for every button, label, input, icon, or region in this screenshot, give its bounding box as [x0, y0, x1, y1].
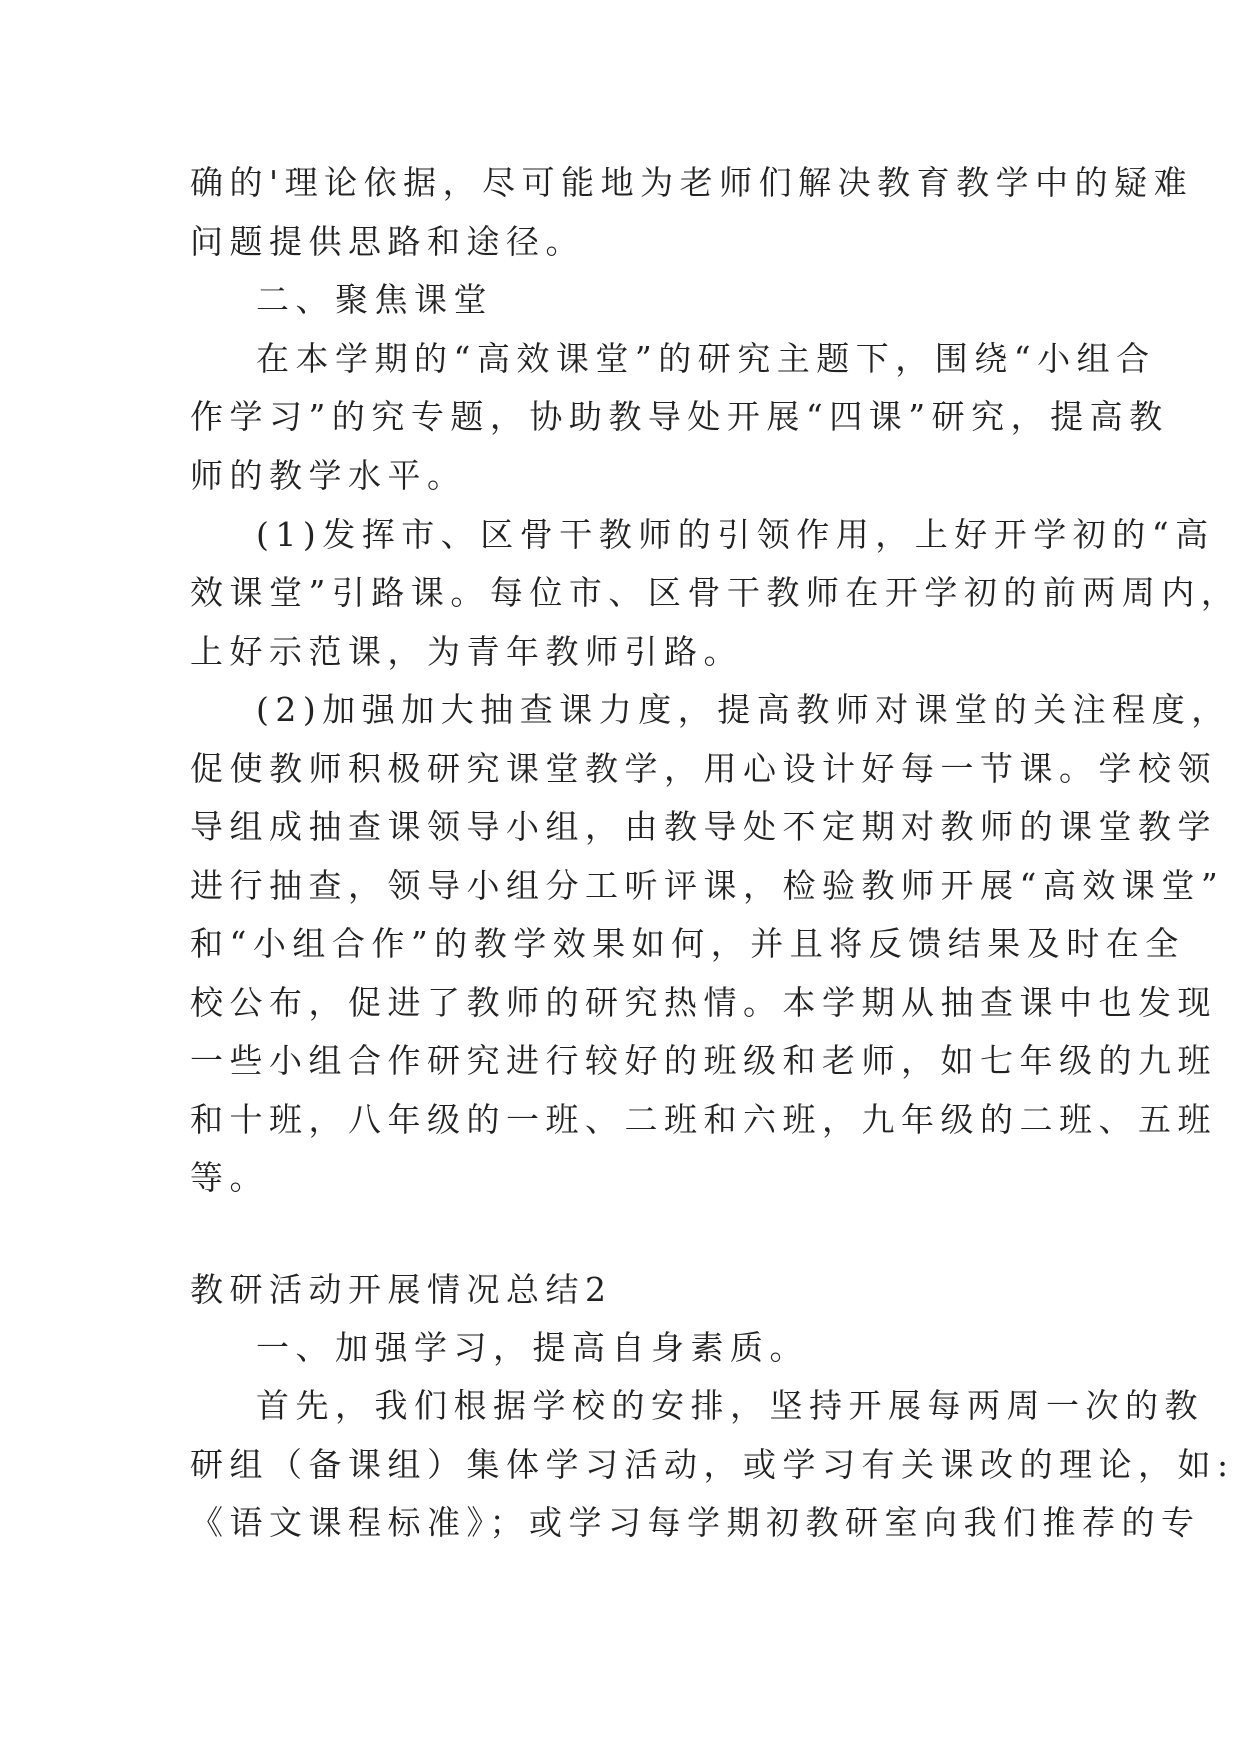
article-title: 教研活动开展情况总结2 [190, 1270, 613, 1309]
section-heading: 一、加强学习，提高自身素质。 [256, 1328, 809, 1367]
text-line: 促使教师积极研究课堂教学，用心设计好每一节课。学校领 [190, 749, 1217, 788]
text-line: 《语文课程标准》；或学习每学期初教研室向我们推荐的专 [190, 1503, 1201, 1542]
text-line: 上好示范课，为青年教师引路。 [190, 632, 743, 671]
section-heading: 二、聚焦课堂 [256, 280, 493, 319]
text-line: 研组（备课组）集体学习活动，或学习有关课改的理论，如: [190, 1445, 1235, 1484]
text-line: 和“小组合作”的教学效果如何，并且将反馈结果及时在全 [190, 924, 1185, 963]
text-line: 首先，我们根据学校的安排，坚持开展每两周一次的教 [256, 1386, 1204, 1425]
text-line: (2)加强加大抽查课力度，提高教师对课堂的关注程度， [256, 690, 1231, 729]
text-line: 校公布，促进了教师的研究热情。本学期从抽查课中也发现 [190, 983, 1217, 1022]
text-line: (1)发挥市、区骨干教师的引领作用，上好开学初的“高 [256, 515, 1215, 554]
text-line: 在本学期的“高效课堂”的研究主题下，围绕“小组合 [256, 339, 1156, 378]
text-line: 导组成抽查课领导小组，由教导处不定期对教师的课堂教学 [190, 807, 1217, 846]
text-line: 效课堂”引路课。每位市、区骨干教师在开学初的前两周内， [190, 573, 1241, 612]
text-line: 一些小组合作研究进行较好的班级和老师，如七年级的九班 [190, 1041, 1217, 1080]
text-line: 问题提供思路和途径。 [190, 222, 585, 261]
text-line: 师的教学水平。 [190, 456, 467, 495]
text-line: 等。 [190, 1158, 269, 1197]
text-line: 进行抽查，领导小组分工听评课，检验教师开展“高效课堂” [190, 866, 1225, 905]
text-line: 和十班，八年级的一班、二班和六班，九年级的二班、五班 [190, 1100, 1217, 1139]
text-line: 确的'理论依据，尽可能地为老师们解决教育教学中的疑难 [190, 163, 1194, 202]
text-line: 作学习”的究专题，协助教导处开展“四课”研究，提高教 [190, 397, 1169, 436]
